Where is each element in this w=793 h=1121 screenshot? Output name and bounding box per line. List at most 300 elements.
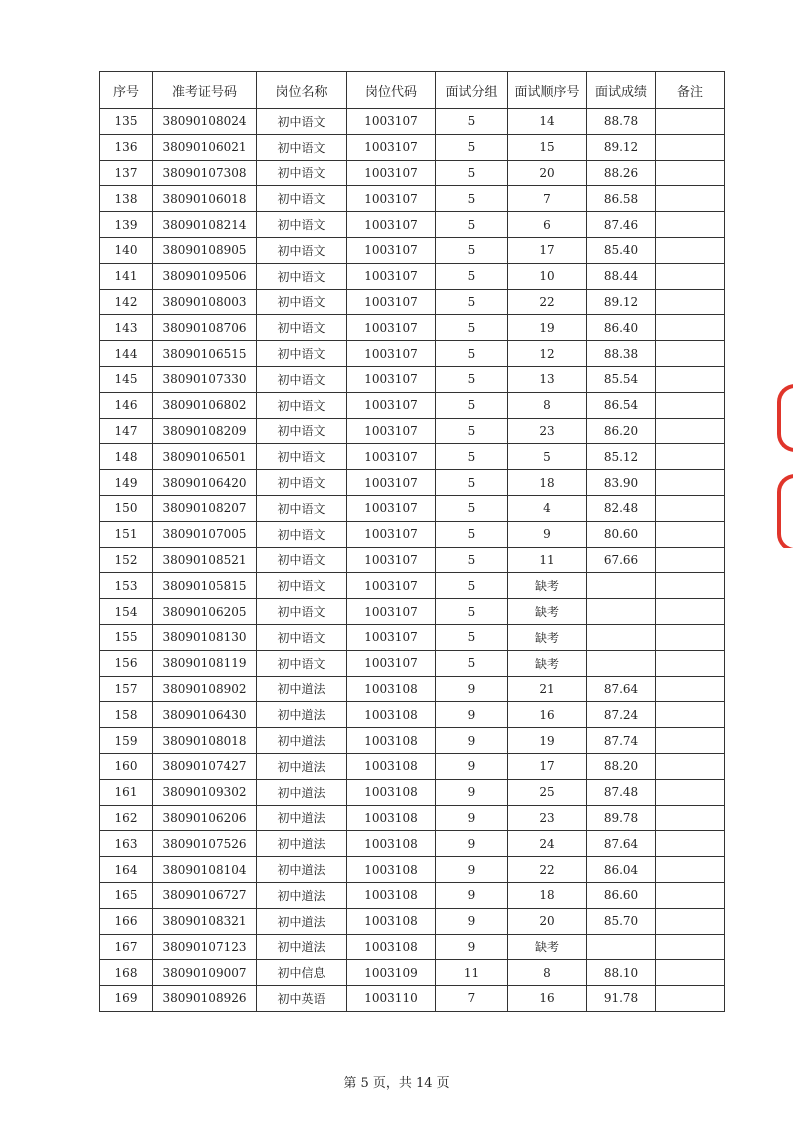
table-cell: 38090108119 [153, 650, 257, 676]
table-cell: 初中道法 [257, 779, 347, 805]
table-cell: 5 [436, 573, 508, 599]
table-cell: 1003108 [347, 728, 436, 754]
table-cell: 5 [436, 444, 508, 470]
table-cell [656, 676, 725, 702]
table-cell [656, 728, 725, 754]
table-row [100, 289, 725, 315]
table-cell: 156 [100, 650, 153, 676]
table-cell: 38090108024 [153, 109, 257, 135]
table-cell: 38090106205 [153, 599, 257, 625]
table-cell: 38090107526 [153, 831, 257, 857]
table-cell: 初中语文 [257, 109, 347, 135]
table-row [100, 779, 725, 805]
table-cell: 4 [508, 495, 587, 521]
table-cell: 157 [100, 676, 153, 702]
table-cell: 87.64 [587, 831, 656, 857]
table-cell: 163 [100, 831, 153, 857]
table-cell: 5 [436, 624, 508, 650]
table-cell: 5 [436, 160, 508, 186]
table-cell: 初中道法 [257, 805, 347, 831]
table-cell: 38090106021 [153, 134, 257, 160]
table-cell [656, 341, 725, 367]
table-cell: 1003107 [347, 237, 436, 263]
table-row [100, 392, 725, 418]
table-cell: 1003108 [347, 805, 436, 831]
table-cell: 1003107 [347, 573, 436, 599]
table-cell: 9 [436, 805, 508, 831]
table-cell: 1003107 [347, 134, 436, 160]
table-cell: 1003108 [347, 779, 436, 805]
table-cell: 1003107 [347, 109, 436, 135]
table-cell: 11 [508, 547, 587, 573]
table-cell: 87.48 [587, 779, 656, 805]
table-cell: 5 [436, 650, 508, 676]
table-cell: 87.24 [587, 702, 656, 728]
table-cell [656, 212, 725, 238]
table-cell: 1003107 [347, 186, 436, 212]
table-cell: 初中语文 [257, 134, 347, 160]
table-row [100, 857, 725, 883]
table-cell: 15 [508, 134, 587, 160]
table-cell [656, 650, 725, 676]
table-cell: 38090109007 [153, 960, 257, 986]
table-cell [656, 934, 725, 960]
table-cell: 20 [508, 908, 587, 934]
table-cell: 152 [100, 547, 153, 573]
table-cell [656, 444, 725, 470]
table-cell: 缺考 [508, 573, 587, 599]
header-cell: 面试顺序号 [508, 72, 587, 109]
table-cell: 38090107427 [153, 753, 257, 779]
table-cell: 162 [100, 805, 153, 831]
table-cell: 9 [436, 934, 508, 960]
table-cell: 初中道法 [257, 728, 347, 754]
table-cell: 1003107 [347, 495, 436, 521]
table-row [100, 263, 725, 289]
table-row [100, 599, 725, 625]
table-cell: 67.66 [587, 547, 656, 573]
table-cell [656, 702, 725, 728]
table-cell: 缺考 [508, 650, 587, 676]
table-row [100, 315, 725, 341]
table-cell: 5 [436, 495, 508, 521]
table-cell: 161 [100, 779, 153, 805]
table-cell: 38090106515 [153, 341, 257, 367]
table-row [100, 624, 725, 650]
table-cell: 1003108 [347, 702, 436, 728]
table-cell: 38090106727 [153, 882, 257, 908]
table-cell: 初中语文 [257, 392, 347, 418]
table-cell: 159 [100, 728, 153, 754]
table-cell: 89.12 [587, 289, 656, 315]
table-cell: 初中语文 [257, 470, 347, 496]
table-cell: 38090108104 [153, 857, 257, 883]
table-cell [656, 779, 725, 805]
table-cell: 87.46 [587, 212, 656, 238]
table-cell: 85.54 [587, 366, 656, 392]
table-cell: 14 [508, 109, 587, 135]
table-cell [656, 805, 725, 831]
table-cell: 38090108214 [153, 212, 257, 238]
table-cell: 89.12 [587, 134, 656, 160]
table-cell: 19 [508, 315, 587, 341]
table-cell: 167 [100, 934, 153, 960]
table-cell: 138 [100, 186, 153, 212]
table-cell: 1003107 [347, 650, 436, 676]
table-cell: 25 [508, 779, 587, 805]
table-cell: 8 [508, 960, 587, 986]
table-cell: 38090107005 [153, 521, 257, 547]
table-cell: 140 [100, 237, 153, 263]
table-cell [656, 134, 725, 160]
table-row [100, 831, 725, 857]
table-row [100, 676, 725, 702]
table-cell: 86.58 [587, 186, 656, 212]
table-row [100, 341, 725, 367]
table-cell: 初中语文 [257, 315, 347, 341]
table-cell: 38090108902 [153, 676, 257, 702]
table-row [100, 366, 725, 392]
table-cell: 9 [436, 831, 508, 857]
table-cell: 146 [100, 392, 153, 418]
table-row [100, 186, 725, 212]
table-cell: 148 [100, 444, 153, 470]
table-cell: 38090106430 [153, 702, 257, 728]
table-cell: 169 [100, 986, 153, 1012]
table-cell: 5 [436, 366, 508, 392]
table-cell: 21 [508, 676, 587, 702]
table-cell: 初中道法 [257, 702, 347, 728]
table-cell: 9 [436, 728, 508, 754]
table-row [100, 573, 725, 599]
table-cell: 初中道法 [257, 934, 347, 960]
table-cell: 5 [436, 186, 508, 212]
table-cell: 初中语文 [257, 650, 347, 676]
table-cell: 1003108 [347, 882, 436, 908]
table-cell: 145 [100, 366, 153, 392]
table-row [100, 495, 725, 521]
table-cell: 初中道法 [257, 857, 347, 883]
table-cell: 1003108 [347, 831, 436, 857]
table-cell: 5 [436, 599, 508, 625]
table-cell: 38090106206 [153, 805, 257, 831]
table-cell: 87.64 [587, 676, 656, 702]
table-cell: 5 [436, 109, 508, 135]
table-row [100, 960, 725, 986]
table-cell: 初中道法 [257, 753, 347, 779]
table-cell: 初中道法 [257, 882, 347, 908]
table-cell [656, 986, 725, 1012]
table-cell: 86.54 [587, 392, 656, 418]
table-cell: 38090108209 [153, 418, 257, 444]
table-cell: 38090107123 [153, 934, 257, 960]
table-row [100, 702, 725, 728]
table-cell: 初中语文 [257, 212, 347, 238]
table-cell: 初中语文 [257, 237, 347, 263]
table-cell: 5 [436, 341, 508, 367]
table-cell: 1003108 [347, 857, 436, 883]
table-cell: 20 [508, 160, 587, 186]
table-cell: 137 [100, 160, 153, 186]
table-cell: 24 [508, 831, 587, 857]
red-seal-stamp [777, 378, 793, 548]
table-cell: 155 [100, 624, 153, 650]
table-cell [656, 960, 725, 986]
table-cell: 1003107 [347, 366, 436, 392]
table-cell [656, 599, 725, 625]
table-cell: 158 [100, 702, 153, 728]
table-cell: 5 [436, 134, 508, 160]
table-cell: 5 [436, 263, 508, 289]
table-row [100, 160, 725, 186]
table-cell: 149 [100, 470, 153, 496]
table-cell: 80.60 [587, 521, 656, 547]
table-cell: 初中道法 [257, 676, 347, 702]
table-cell: 1003107 [347, 160, 436, 186]
table-cell [656, 263, 725, 289]
table-cell: 缺考 [508, 934, 587, 960]
table-cell [656, 470, 725, 496]
table-cell [587, 624, 656, 650]
table-cell: 85.40 [587, 237, 656, 263]
table-cell: 18 [508, 882, 587, 908]
table-cell: 1003107 [347, 263, 436, 289]
table-cell: 1003109 [347, 960, 436, 986]
table-cell: 22 [508, 857, 587, 883]
table-cell: 91.78 [587, 986, 656, 1012]
table-cell [656, 495, 725, 521]
header-cell: 岗位代码 [347, 72, 436, 109]
table-cell: 23 [508, 805, 587, 831]
table-row [100, 109, 725, 135]
table-cell: 38090108521 [153, 547, 257, 573]
table-cell: 11 [436, 960, 508, 986]
table-cell: 初中语文 [257, 444, 347, 470]
table-cell: 38090108207 [153, 495, 257, 521]
header-cell: 岗位名称 [257, 72, 347, 109]
table-cell [656, 392, 725, 418]
table-cell: 88.20 [587, 753, 656, 779]
table-cell [656, 624, 725, 650]
table-cell: 38090108130 [153, 624, 257, 650]
table-cell: 135 [100, 109, 153, 135]
table-cell: 1003107 [347, 599, 436, 625]
header-cell: 准考证号码 [153, 72, 257, 109]
table-cell [656, 289, 725, 315]
table-cell: 166 [100, 908, 153, 934]
table-cell: 19 [508, 728, 587, 754]
table-cell: 缺考 [508, 624, 587, 650]
table-cell: 5 [508, 444, 587, 470]
table-cell [656, 186, 725, 212]
table-cell: 88.26 [587, 160, 656, 186]
header-cell: 面试分组 [436, 72, 508, 109]
table-cell: 83.90 [587, 470, 656, 496]
table-cell: 初中语文 [257, 160, 347, 186]
table-cell: 1003110 [347, 986, 436, 1012]
table-cell: 1003107 [347, 341, 436, 367]
table-cell: 18 [508, 470, 587, 496]
table-cell: 151 [100, 521, 153, 547]
header-cell: 备注 [656, 72, 725, 109]
table-cell: 5 [436, 315, 508, 341]
table-row [100, 237, 725, 263]
table-cell: 1003107 [347, 444, 436, 470]
table-cell: 9 [436, 753, 508, 779]
table-cell: 12 [508, 341, 587, 367]
table-row [100, 134, 725, 160]
table-cell: 23 [508, 418, 587, 444]
table-cell: 17 [508, 237, 587, 263]
table-cell: 9 [436, 857, 508, 883]
table-cell: 22 [508, 289, 587, 315]
table-cell: 38090108706 [153, 315, 257, 341]
table-cell: 7 [436, 986, 508, 1012]
table-cell: 38090106420 [153, 470, 257, 496]
table-cell: 1003107 [347, 418, 436, 444]
table-cell: 初中语文 [257, 418, 347, 444]
table-cell: 5 [436, 212, 508, 238]
table-cell: 142 [100, 289, 153, 315]
table-cell: 初中语文 [257, 547, 347, 573]
table-cell: 38090108905 [153, 237, 257, 263]
table-cell: 初中语文 [257, 495, 347, 521]
table-cell: 5 [436, 547, 508, 573]
table-cell: 38090108926 [153, 986, 257, 1012]
table-cell: 初中语文 [257, 624, 347, 650]
table-cell [587, 573, 656, 599]
table-row [100, 470, 725, 496]
table-cell: 1003107 [347, 315, 436, 341]
table-cell: 85.70 [587, 908, 656, 934]
table-cell: 5 [436, 470, 508, 496]
table-cell: 154 [100, 599, 153, 625]
table-cell: 88.44 [587, 263, 656, 289]
table-cell: 165 [100, 882, 153, 908]
table-cell: 87.74 [587, 728, 656, 754]
table-row [100, 908, 725, 934]
table-cell: 88.38 [587, 341, 656, 367]
table-cell: 初中语文 [257, 263, 347, 289]
table-cell: 初中信息 [257, 960, 347, 986]
table-cell: 164 [100, 857, 153, 883]
table-cell: 1003108 [347, 676, 436, 702]
header-cell: 序号 [100, 72, 153, 109]
table-cell: 38090106018 [153, 186, 257, 212]
table-cell [656, 366, 725, 392]
table-cell: 初中语文 [257, 341, 347, 367]
table-cell: 86.20 [587, 418, 656, 444]
table-cell: 1003107 [347, 212, 436, 238]
table-cell: 10 [508, 263, 587, 289]
table-cell: 9 [436, 908, 508, 934]
table-cell: 9 [436, 676, 508, 702]
table-row [100, 934, 725, 960]
score-table [99, 71, 725, 1012]
table-row [100, 728, 725, 754]
table-cell: 5 [436, 418, 508, 444]
table-cell [656, 753, 725, 779]
table-cell [656, 315, 725, 341]
table-cell [587, 934, 656, 960]
table-cell: 86.04 [587, 857, 656, 883]
table-row [100, 521, 725, 547]
table-cell: 9 [436, 779, 508, 805]
table-cell: 88.78 [587, 109, 656, 135]
table-cell: 9 [436, 702, 508, 728]
table-cell [656, 908, 725, 934]
table-cell [656, 418, 725, 444]
table-cell: 1003107 [347, 624, 436, 650]
table-row [100, 650, 725, 676]
table-cell: 初中语文 [257, 573, 347, 599]
table-row [100, 444, 725, 470]
table-cell: 7 [508, 186, 587, 212]
header-cell: 面试成绩 [587, 72, 656, 109]
table-cell: 86.40 [587, 315, 656, 341]
table-cell [656, 857, 725, 883]
table-cell: 初中语文 [257, 599, 347, 625]
table-cell [656, 521, 725, 547]
table-cell: 17 [508, 753, 587, 779]
table-cell [656, 882, 725, 908]
table-cell: 8 [508, 392, 587, 418]
table-cell: 38090106802 [153, 392, 257, 418]
table-cell: 38090108018 [153, 728, 257, 754]
table-cell: 1003108 [347, 753, 436, 779]
table-cell: 1003108 [347, 908, 436, 934]
table-cell: 16 [508, 702, 587, 728]
table-cell: 9 [508, 521, 587, 547]
table-cell: 86.60 [587, 882, 656, 908]
table-cell: 初中道法 [257, 831, 347, 857]
table-cell: 136 [100, 134, 153, 160]
table-cell: 5 [436, 521, 508, 547]
table-row [100, 753, 725, 779]
table-cell [656, 160, 725, 186]
table-cell: 5 [436, 237, 508, 263]
table-cell: 5 [436, 392, 508, 418]
table-cell: 16 [508, 986, 587, 1012]
table-cell: 1003107 [347, 470, 436, 496]
table-cell: 168 [100, 960, 153, 986]
table-cell: 85.12 [587, 444, 656, 470]
table-cell: 153 [100, 573, 153, 599]
table-cell [587, 599, 656, 625]
table-cell: 141 [100, 263, 153, 289]
table-cell: 初中道法 [257, 908, 347, 934]
table-cell: 139 [100, 212, 153, 238]
table-cell [656, 237, 725, 263]
table-cell [656, 831, 725, 857]
table-cell: 38090109506 [153, 263, 257, 289]
table-cell: 6 [508, 212, 587, 238]
table-cell: 38090106501 [153, 444, 257, 470]
table-cell: 144 [100, 341, 153, 367]
table-cell: 38090109302 [153, 779, 257, 805]
table-cell: 38090107330 [153, 366, 257, 392]
table-cell: 初中语文 [257, 366, 347, 392]
table-cell: 9 [436, 882, 508, 908]
table-cell: 1003107 [347, 392, 436, 418]
table-cell [656, 573, 725, 599]
table-cell: 88.10 [587, 960, 656, 986]
table-row [100, 986, 725, 1012]
table-row [100, 212, 725, 238]
table-cell: 1003107 [347, 547, 436, 573]
table-row [100, 547, 725, 573]
table-cell: 缺考 [508, 599, 587, 625]
